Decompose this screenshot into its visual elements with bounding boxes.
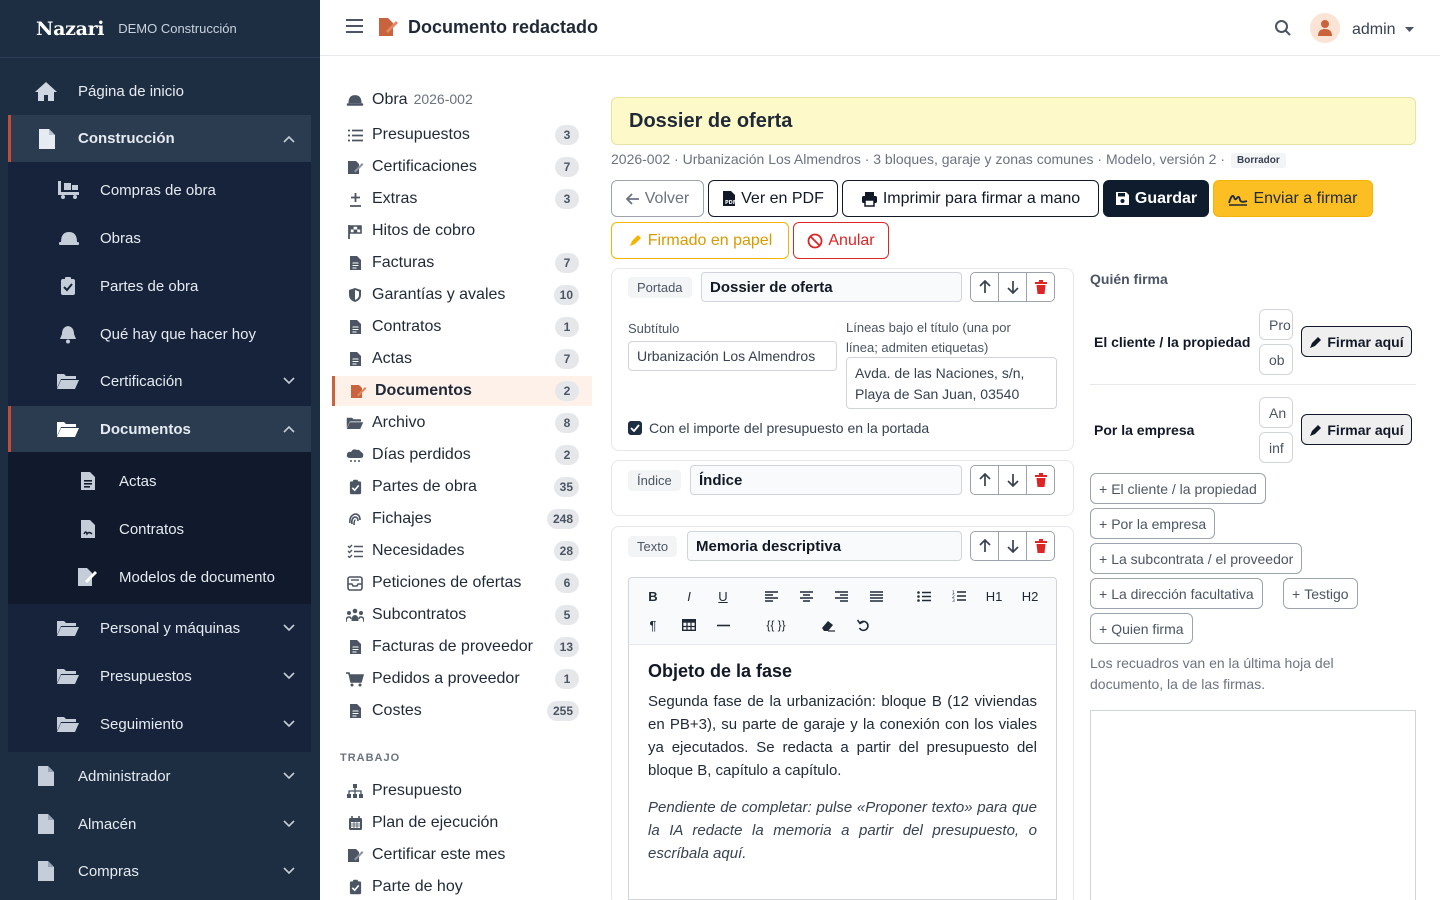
obra-menu-item-pedidos-a-proveedor[interactable]: [332, 664, 592, 694]
folder-open-icon: [56, 667, 80, 685]
document-meta: [611, 151, 1286, 168]
shield-icon: [346, 287, 364, 303]
obra-menu-item-extras[interactable]: [332, 184, 592, 214]
home-icon: [34, 80, 58, 102]
obra-menu-item-presupuestos[interactable]: [332, 120, 592, 150]
add-signer-label: La dirección facultativa: [1111, 585, 1254, 602]
undo-icon: [857, 619, 870, 632]
sidebar-item-compras[interactable]: [8, 849, 311, 893]
file-lines-icon: [346, 255, 364, 271]
obra-menu-item-label: Partes de obra: [372, 478, 477, 495]
folder-open-icon: [56, 372, 80, 390]
delete-block-button[interactable]: [1026, 465, 1055, 495]
file-lines-icon: [346, 351, 364, 367]
chevron-down-icon: [283, 624, 295, 632]
editor-paragraph: Segunda fase de la urbanización: bloque B (12 viviendas en PB+3), su parte de garaje y la conexión con los viales ya ejecutados. Se redacta a partir del presupuesto del bloque B, capítulo a capítulo.: [648, 693, 1037, 779]
work-item-presupuesto[interactable]: [332, 776, 592, 806]
sidebar-item-label: Compras: [78, 862, 139, 880]
chevron-down-icon: [283, 720, 295, 728]
count-badge: 1: [555, 317, 579, 337]
file-signature-icon: [378, 17, 400, 37]
save-label: Guardar: [1134, 189, 1198, 207]
count-badge: 28: [554, 541, 579, 561]
editor-note: Pendiente de completar: pulse «Proponer texto» para que la IA redacte la memoria a partir del presupuesto, o escríbala aquí.: [648, 799, 1037, 862]
file-contract-icon: [80, 519, 96, 539]
signers-help-text: Los recuadros van en la última hoja del documento, la de las firmas.: [1090, 655, 1334, 692]
trash-icon: [1035, 539, 1047, 553]
align-center-button[interactable]: [794, 586, 818, 606]
avatar[interactable]: [1310, 13, 1340, 43]
obra-menu-item-certificaciones[interactable]: [332, 152, 592, 182]
clipboard-check-icon: [346, 879, 364, 895]
cart-icon: [346, 672, 364, 687]
clipboard-check-icon: [346, 479, 364, 495]
file-signature-icon: [346, 160, 364, 175]
obra-menu-item-label: Documentos: [375, 382, 472, 399]
chevron-down-icon: [283, 820, 295, 828]
sign-here-button[interactable]: [1301, 326, 1412, 357]
obra-header[interactable]: [332, 85, 592, 115]
add-signer-client-button[interactable]: [1090, 473, 1266, 504]
chevron-down-icon: [283, 377, 295, 385]
add-signer-label: Por la empresa: [1111, 515, 1207, 532]
signers-title: Quién firma: [1090, 271, 1168, 287]
align-left-icon: [765, 591, 778, 602]
add-signer-label: El cliente / la propiedad: [1111, 480, 1257, 497]
sidebar-item-label: Contratos: [119, 520, 185, 538]
topbar: [320, 0, 1440, 56]
sidebar-item-label: Modelos de documento: [119, 568, 275, 586]
people-group-icon: [346, 608, 364, 623]
work-item-certificar-este-mes[interactable]: [332, 840, 592, 870]
obra-menu-item-fichajes[interactable]: [332, 504, 592, 534]
svg-text:2: 2: [952, 595, 955, 600]
plus-icon: +: [1099, 480, 1108, 497]
file-lines-icon: [80, 471, 96, 491]
count-badge: 2: [555, 381, 579, 401]
hard-hat-icon: [346, 93, 364, 107]
sidebar: [0, 0, 320, 900]
plus-icon: +: [1099, 515, 1108, 532]
sidebar-item-label: Partes de obra: [100, 277, 199, 295]
heading1-button[interactable]: H1: [985, 588, 1003, 604]
cover-title-input[interactable]: Dossier de oferta: [701, 272, 962, 302]
svg-text:PDF: PDF: [725, 200, 737, 206]
page-title: Documento redactado: [408, 17, 599, 37]
document-preview: [1090, 710, 1416, 900]
move-down-button[interactable]: [998, 272, 1027, 302]
rich-text-editor[interactable]: [628, 644, 1057, 900]
save-button[interactable]: [1103, 180, 1209, 217]
status-badge: Borrador: [1231, 153, 1286, 168]
sidebar-item-label: Compras de obra: [100, 181, 216, 199]
obra-menu-item-label: Peticiones de ofertas: [372, 574, 522, 591]
print-icon: [861, 191, 878, 207]
delete-block-button[interactable]: [1026, 531, 1055, 561]
count-badge: 248: [547, 509, 579, 529]
obra-menu-item-label: Facturas de proveedor: [372, 638, 533, 655]
file-signature-icon: [346, 848, 364, 863]
list-icon: [346, 129, 364, 142]
obra-menu-item-peticiones-de-ofertas[interactable]: [332, 568, 592, 598]
horizontal-rule-button[interactable]: [711, 615, 735, 635]
add-signer-witness-button[interactable]: [1283, 578, 1358, 609]
sidebar-item-personal-y-maquinas[interactable]: [8, 606, 311, 650]
cloud-rain-icon: [346, 448, 364, 463]
heading2-button[interactable]: H2: [1021, 588, 1039, 604]
count-badge: 13: [554, 637, 579, 657]
svg-text:1: 1: [952, 591, 955, 596]
brand-logo: Nazari: [36, 17, 105, 40]
list-ul-icon: [917, 591, 931, 602]
work-item-label: Certificar este mes: [372, 846, 506, 863]
sidebar-item-seguimiento[interactable]: [8, 702, 311, 746]
clipboard-check-icon: [60, 276, 76, 296]
sign-here-label: Firmar aquí: [1327, 333, 1404, 350]
move-down-button[interactable]: [998, 465, 1027, 495]
signature-icon: [1309, 335, 1323, 349]
signer-name-field[interactable]: An: [1259, 397, 1293, 428]
list-ol-icon: [952, 590, 966, 602]
menu-icon[interactable]: [346, 18, 364, 34]
obra-code: 2026-002: [413, 91, 473, 107]
chevron-down-icon: [283, 672, 295, 680]
obra-menu-item-facturas[interactable]: [332, 248, 592, 278]
user-menu[interactable]: admin: [1352, 21, 1396, 38]
sidebar-item-que-hay-que-hacer-hoy[interactable]: [8, 312, 311, 356]
eraser-icon: [821, 619, 835, 632]
chevron-up-icon: [283, 135, 295, 143]
arrow-down-icon: [1007, 473, 1019, 487]
print-label: Imprimir para firmar a mano: [882, 189, 1081, 207]
signer-name-field[interactable]: Pro: [1259, 309, 1293, 340]
cancel-document-label: Anular: [828, 231, 875, 249]
section-title-trabajo: TRABAJO: [340, 752, 401, 764]
sidebar-item-contratos[interactable]: [8, 507, 311, 551]
sidebar-item-almacen[interactable]: [8, 802, 311, 846]
hard-hat-icon: [58, 230, 80, 246]
bullet-list-button[interactable]: [912, 586, 936, 606]
count-badge: 5: [555, 605, 579, 625]
lines-textarea[interactable]: Avda. de las Naciones, s/n, Playa de San Juan, 03540: [846, 357, 1057, 409]
checkbox-checked-icon[interactable]: [628, 421, 642, 435]
file-pdf-icon: [722, 190, 736, 207]
obra-menu-item-label: Necesidades: [372, 542, 465, 559]
count-badge: 2: [555, 445, 579, 465]
signed-paper-label: Firmado en papel: [647, 231, 773, 249]
sidebar-item-administrador[interactable]: [8, 754, 311, 798]
file-lines-icon: [346, 639, 364, 655]
add-signer-anyone-button[interactable]: [1090, 613, 1193, 644]
trash-icon: [1035, 473, 1047, 487]
align-left-button[interactable]: [759, 586, 783, 606]
arrow-down-icon: [1007, 539, 1019, 553]
calendar-icon: [346, 816, 364, 831]
work-item-label: Presupuesto: [372, 782, 462, 799]
work-item-label: Plan de ejecución: [372, 814, 499, 831]
align-center-icon: [800, 591, 813, 602]
chevron-up-icon: [283, 425, 295, 433]
bell-icon: [59, 324, 77, 344]
move-up-button[interactable]: [970, 272, 999, 302]
editor-toolbar: [628, 577, 1057, 644]
sidebar-item-label: Seguimiento: [100, 715, 184, 733]
sidebar-item-construccion[interactable]: [8, 115, 311, 162]
obra-menu-item-label: Facturas: [372, 254, 435, 271]
plus-icon: +: [1099, 585, 1108, 602]
print-button[interactable]: [842, 180, 1099, 217]
arrow-up-icon: [979, 280, 991, 294]
table-icon: [682, 619, 696, 631]
subtitle-input[interactable]: Urbanización Los Almendros: [628, 341, 837, 371]
bold-button[interactable]: B: [648, 588, 658, 604]
file-lines-icon: [346, 703, 364, 719]
add-signer-label: Testigo: [1304, 585, 1349, 602]
caret-down-icon[interactable]: [1405, 27, 1414, 33]
arrow-up-icon: [979, 473, 991, 487]
minus-icon: [717, 624, 730, 627]
count-badge: 3: [555, 189, 579, 209]
arrow-left-icon: [626, 193, 640, 205]
plus-minus-icon: [346, 192, 364, 207]
obra-menu: [320, 57, 600, 900]
obra-menu-item-costes[interactable]: [332, 696, 592, 726]
ban-icon: [807, 233, 823, 249]
align-right-icon: [835, 591, 848, 602]
sidebar-item-certificacion[interactable]: [8, 359, 311, 403]
obra-menu-item-subcontratos[interactable]: [332, 600, 592, 630]
file-signature-icon: [77, 567, 99, 587]
folder-open-icon: [346, 416, 364, 430]
text-title-input[interactable]: Memoria descriptiva: [687, 531, 962, 561]
send-to-sign-button[interactable]: [1213, 180, 1373, 217]
obra-menu-item-label: Contratos: [372, 318, 442, 335]
count-badge: 7: [555, 349, 579, 369]
obra-menu-item-hitos-de-cobro[interactable]: [332, 216, 592, 246]
sidebar-item-label: Certificación: [100, 372, 183, 390]
pen-nib-icon: [628, 233, 643, 248]
count-badge: 6: [555, 573, 579, 593]
sign-here-label: Firmar aquí: [1327, 421, 1404, 438]
obra-menu-item-contratos[interactable]: [332, 312, 592, 342]
sidebar-item-compras-de-obra[interactable]: [8, 168, 311, 212]
count-badge: 255: [547, 701, 579, 721]
sitemap-icon: [346, 784, 364, 799]
obra-menu-item-garantias-y-avales[interactable]: [332, 280, 592, 310]
sidebar-item-label: Construcción: [78, 130, 175, 147]
work-item-label: Parte de hoy: [372, 878, 463, 895]
plus-icon: +: [1099, 550, 1108, 567]
add-signer-label: Quien firma: [1111, 620, 1184, 637]
move-up-button[interactable]: [970, 531, 999, 561]
sidebar-item-label: Documentos: [100, 420, 191, 438]
signer-label: El cliente / la propiedad: [1094, 334, 1251, 350]
obra-menu-item-label: Certificaciones: [372, 158, 477, 175]
sidebar-item-partes-de-obra[interactable]: [8, 264, 311, 308]
document-meta-text: 2026-002 · Urbanización Los Almendros · 3 bloques, garaje y zonas comunes · Modelo, versión 2 ·: [611, 151, 1225, 167]
obra-menu-item-label: Subcontratos: [372, 606, 467, 623]
sidebar-item-obras[interactable]: [8, 216, 311, 260]
back-button-label: Volver: [644, 189, 690, 207]
sidebar-item-home[interactable]: [8, 70, 311, 112]
document-title[interactable]: Dossier de oferta: [611, 97, 1416, 145]
block-type-badge: Portada: [628, 277, 692, 298]
obra-menu-item-label: Pedidos a proveedor: [372, 670, 520, 687]
obra-menu-item-label: Extras: [372, 190, 418, 207]
variables-button[interactable]: {{ }}: [766, 618, 786, 632]
clear-format-button[interactable]: [816, 615, 840, 635]
count-badge: 7: [555, 253, 579, 273]
undo-button[interactable]: [851, 615, 875, 635]
signed-paper-button[interactable]: [611, 222, 789, 259]
signer-label: Por la empresa: [1094, 422, 1195, 438]
obra-menu-item-label: Actas: [372, 350, 413, 367]
file-icon: [38, 128, 56, 150]
signature-icon: [1228, 191, 1248, 206]
checkbox-label[interactable]: Con el importe del presupuesto en la portada: [649, 420, 930, 436]
arrow-up-icon: [979, 539, 991, 553]
file-lines-icon: [346, 319, 364, 335]
add-signer-label: La subcontrata / el proveedor: [1111, 550, 1294, 567]
count-badge: 7: [555, 157, 579, 177]
sidebar-item-presupuestos[interactable]: [8, 654, 311, 698]
folder-open-icon: [56, 715, 80, 733]
sidebar-item-actas[interactable]: [8, 459, 311, 503]
sidebar-item-modelos-de-documento[interactable]: [8, 555, 311, 599]
search-icon[interactable]: [1274, 19, 1292, 37]
file-icon: [37, 860, 55, 882]
index-title-input[interactable]: Índice: [690, 465, 962, 495]
file-icon: [37, 765, 55, 787]
sidebar-item-label: Qué hay que hacer hoy: [100, 325, 256, 343]
underline-button[interactable]: U: [718, 588, 728, 604]
add-signer-subcontractor-button[interactable]: [1090, 543, 1302, 574]
trash-icon: [1035, 280, 1047, 294]
send-to-sign-label: Enviar a firmar: [1253, 189, 1358, 207]
arrow-down-icon: [1007, 280, 1019, 294]
obra-label: Obra: [372, 91, 408, 108]
signature-icon: [1309, 423, 1323, 437]
align-justify-button[interactable]: [864, 586, 888, 606]
obra-menu-item-documentos[interactable]: [332, 376, 592, 406]
work-item-plan-de-ejecucion[interactable]: [332, 808, 592, 838]
inbox-icon: [346, 576, 364, 591]
obra-menu-item-label: Archivo: [372, 414, 426, 431]
add-signer-direction-button[interactable]: [1090, 578, 1263, 609]
obra-menu-item-dias-perdidos[interactable]: [332, 440, 592, 470]
delete-block-button[interactable]: [1026, 272, 1055, 302]
paragraph-button[interactable]: ¶: [649, 617, 657, 633]
move-up-button[interactable]: [970, 465, 999, 495]
company-name: DEMO Construcción: [118, 21, 237, 36]
align-justify-icon: [870, 591, 883, 602]
file-icon: [37, 813, 55, 835]
obra-menu-item-archivo[interactable]: [332, 408, 592, 438]
block-type-badge: Índice: [628, 470, 681, 491]
sidebar-item-label: Presupuestos: [100, 667, 192, 685]
obra-menu-item-label: Fichajes: [372, 510, 432, 527]
subtitle-label: Subtítulo: [628, 321, 680, 336]
obra-menu-item-partes-de-obra[interactable]: [332, 472, 592, 502]
lines-label: Líneas bajo el título (una por línea; admiten etiquetas): [846, 320, 1011, 355]
ordered-list-button[interactable]: [947, 586, 971, 606]
view-pdf-label: Ver en PDF: [741, 189, 824, 207]
add-signer-company-button[interactable]: [1090, 508, 1215, 539]
obra-menu-item-actas[interactable]: [332, 344, 592, 374]
folder-open-icon: [56, 619, 80, 637]
move-down-button[interactable]: [998, 531, 1027, 561]
fingerprint-icon: [346, 511, 364, 527]
align-right-button[interactable]: [829, 586, 853, 606]
sidebar-item-label: Página de inicio: [78, 82, 184, 100]
floppy-disk-icon: [1115, 191, 1130, 206]
obra-menu-item-label: Garantías y avales: [372, 286, 506, 303]
count-badge: 10: [554, 285, 579, 305]
truck-loading-icon: [56, 180, 80, 200]
sidebar-item-label: Administrador: [78, 767, 171, 785]
obra-menu-item-label: Costes: [372, 702, 422, 719]
list-check-icon: [346, 544, 364, 558]
chevron-down-icon: [283, 867, 295, 875]
count-badge: 35: [554, 477, 579, 497]
count-badge: 8: [555, 413, 579, 433]
sidebar-item-label: Obras: [100, 229, 141, 247]
count-badge: 3: [555, 125, 579, 145]
sign-here-button[interactable]: [1301, 414, 1412, 445]
view-pdf-button[interactable]: [708, 180, 838, 217]
plus-icon: +: [1292, 585, 1301, 602]
sidebar-item-documentos[interactable]: [8, 406, 311, 452]
obra-menu-item-label: Días perdidos: [372, 446, 471, 463]
sidebar-item-label: Personal y máquinas: [100, 619, 241, 637]
file-signature-icon: [349, 384, 367, 399]
editor-heading: Objeto de la fase: [648, 661, 793, 681]
cancel-document-button[interactable]: [793, 222, 889, 259]
obra-menu-item-necesidades[interactable]: [332, 536, 592, 566]
obra-menu-item-label: Presupuestos: [372, 126, 470, 143]
divider: [1090, 384, 1416, 385]
table-button[interactable]: [677, 615, 701, 635]
back-button[interactable]: [611, 180, 704, 217]
folder-open-icon: [56, 420, 80, 438]
signer-role-field[interactable]: ob: [1259, 344, 1293, 375]
plus-icon: +: [1099, 620, 1108, 637]
sidebar-item-label: Almacén: [78, 815, 137, 833]
obra-menu-item-facturas-de-proveedor[interactable]: [332, 632, 592, 662]
brand[interactable]: [0, 0, 320, 58]
work-item-parte-de-hoy[interactable]: [332, 872, 592, 900]
sidebar-item-label: Actas: [119, 472, 157, 490]
italic-button[interactable]: I: [687, 588, 691, 604]
signer-role-field[interactable]: inf: [1259, 432, 1293, 463]
block-type-badge: Texto: [628, 536, 677, 557]
svg-text:3: 3: [952, 599, 955, 602]
flag-checkered-icon: [346, 224, 364, 239]
obra-menu-item-label: Hitos de cobro: [372, 222, 476, 239]
count-badge: 1: [555, 669, 579, 689]
chevron-down-icon: [283, 772, 295, 780]
